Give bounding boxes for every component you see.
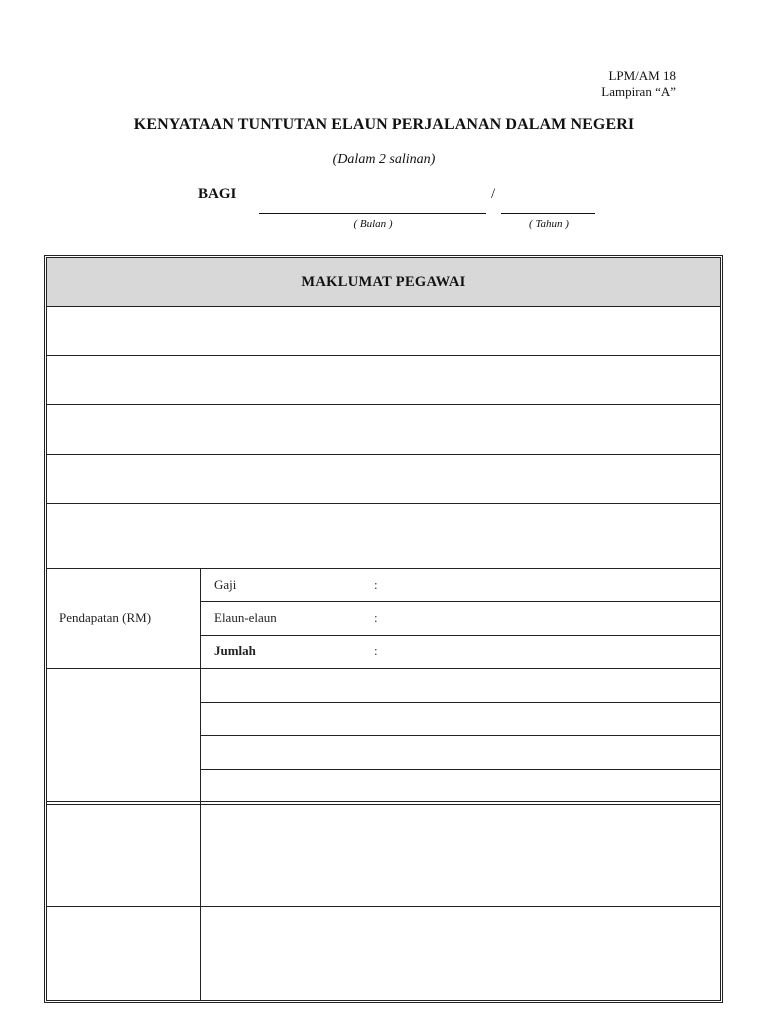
row-divider [200,735,721,736]
row-divider [46,804,721,805]
allowances-label: Elaun-elaun [214,610,277,625]
row-divider [46,906,721,907]
row-divider [46,568,721,569]
year-hint: ( Tahun ) [529,218,569,230]
info-row[interactable] [48,308,719,354]
total-colon: : [374,643,378,658]
row-divider [46,668,721,669]
large-field-input[interactable] [202,908,719,1000]
row-divider [200,702,721,703]
income-label: Pendapatan (RM) [59,610,152,625]
salary-input[interactable] [384,571,718,599]
row-divider [46,503,721,504]
detail-line-input[interactable] [202,670,719,701]
allowances-input[interactable] [384,604,718,633]
info-row[interactable] [48,357,719,403]
detail-line-input[interactable] [202,704,719,734]
form-reference [601,68,676,100]
form-annex: Lampiran “A” [601,84,676,99]
info-row[interactable] [48,456,719,502]
row-divider [200,601,721,602]
detail-line-input[interactable] [202,737,719,768]
salary-colon: : [374,577,378,592]
total-label: Jumlah [214,643,256,658]
row-divider [46,801,721,802]
row-divider [46,355,721,356]
page-title: KENYATAAN TUNTUTAN ELAUN PERJALANAN DALAM NEGERI [133,116,635,133]
salary-label: Gaji [214,577,237,592]
section-title: MAKLUMAT PEGAWAI [301,273,466,290]
info-row[interactable] [48,505,719,567]
period-separator: / [491,186,496,202]
year-field-line[interactable] [501,213,595,214]
row-divider [46,306,721,307]
detail-line-input[interactable] [202,771,719,800]
section-header [47,258,720,306]
allowances-colon: : [374,610,378,625]
month-field-line[interactable] [259,213,486,214]
total-input[interactable] [384,638,718,666]
row-divider [200,769,721,770]
month-hint: ( Bulan ) [353,218,393,230]
period-prefix: BAGI [198,186,237,202]
info-row[interactable] [48,406,719,453]
row-divider [46,454,721,455]
row-divider [200,635,721,636]
form-code: LPM/AM 18 [608,68,676,83]
large-field-input[interactable] [202,806,719,905]
page-subtitle: (Dalam 2 salinan) [332,152,436,167]
column-divider [200,568,201,1001]
row-divider [46,404,721,405]
